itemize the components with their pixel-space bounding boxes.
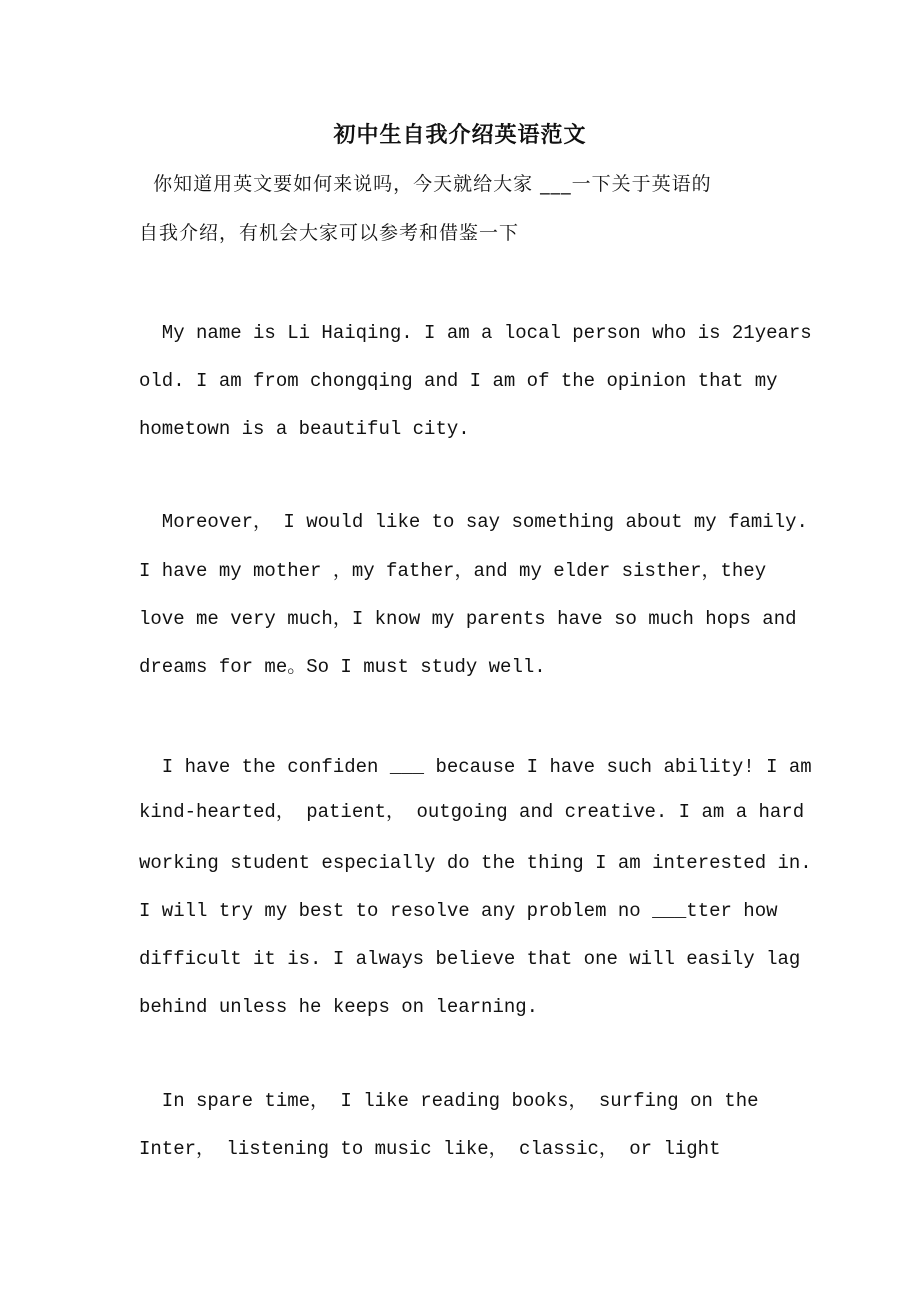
paragraph-line: dreams for me。So I must study well.	[139, 656, 546, 678]
paragraph-line: I have my mother ，my father，and my elder sisther，they	[139, 560, 767, 582]
paragraph-line: 自我介绍，有机会大家可以参考和借鉴一下	[139, 222, 520, 244]
paragraph-line: My name is Li Haiqing. I am a local person who is 21years	[139, 322, 812, 344]
paragraph-line: I have the confiden ___ because I have such ability! I am	[139, 756, 812, 778]
paragraph-line: kind-hearted， patient， outgoing and creative. I am a hard	[139, 801, 805, 823]
paragraph-line: working student especially do the thing I am interested in.	[139, 852, 812, 874]
paragraph-line: I will try my best to resolve any problem no ___tter how	[139, 900, 778, 922]
paragraph-line: Inter， listening to music like， classic， or light	[139, 1138, 721, 1160]
paragraph-line: 你知道用英文要如何来说吗，今天就给大家 ___一下关于英语的	[139, 173, 712, 195]
paragraph-line: old. I am from chongqing and I am of the opinion that my	[139, 370, 778, 392]
paragraph-line: Moreover， I would like to say something about my family.	[139, 511, 808, 533]
paragraph-line: behind unless he keeps on learning.	[139, 996, 539, 1018]
paragraph-line: hometown is a beautiful city.	[139, 418, 470, 440]
paragraph-line: In spare time， I like reading books， surfing on the	[139, 1090, 759, 1112]
document-title: 初中生自我介绍英语范文	[333, 122, 587, 148]
paragraph-line: difficult it is. I always believe that one will easily lag	[139, 948, 801, 970]
paragraph-line: love me very much，I know my parents have so much hops and	[139, 608, 797, 630]
